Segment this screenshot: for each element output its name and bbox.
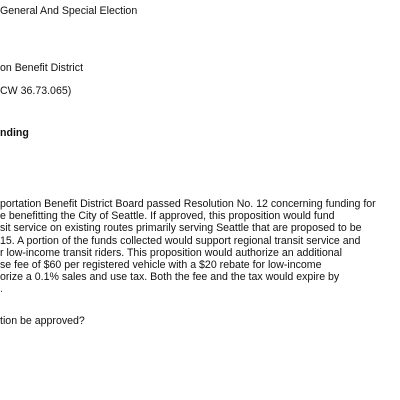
body-line: e benefitting the City of Seattle. If approved, this proposition would fund <box>0 210 335 223</box>
district-name: on Benefit District <box>0 62 84 74</box>
proposition-heading: nding <box>0 127 29 139</box>
body-line: portation Benefit District Board passed Resolution No. 12 concerning funding for <box>0 198 376 210</box>
proposition-body <box>0 198 376 296</box>
body-line: 15. A portion of the funds collected would support regional transit service and <box>0 234 361 247</box>
body-line-link[interactable]: . <box>0 283 3 296</box>
body-line: r low-income transit riders. This proposition would authorize an additional <box>0 246 342 259</box>
body-line: sit service on existing routes primarily serving Seattle that are proposed to be <box>0 222 362 235</box>
rcw-citation: CW 36.73.065) <box>0 85 72 97</box>
body-line: se fee of $60 per registered vehicle with a $20 rebate for low-income <box>0 258 322 271</box>
body-line: orize a 0.1% sales and use tax. Both the fee and the tax would expire by <box>0 271 340 284</box>
ballot-question: tion be approved? <box>0 315 85 327</box>
election-title: General And Special Election <box>0 5 138 17</box>
